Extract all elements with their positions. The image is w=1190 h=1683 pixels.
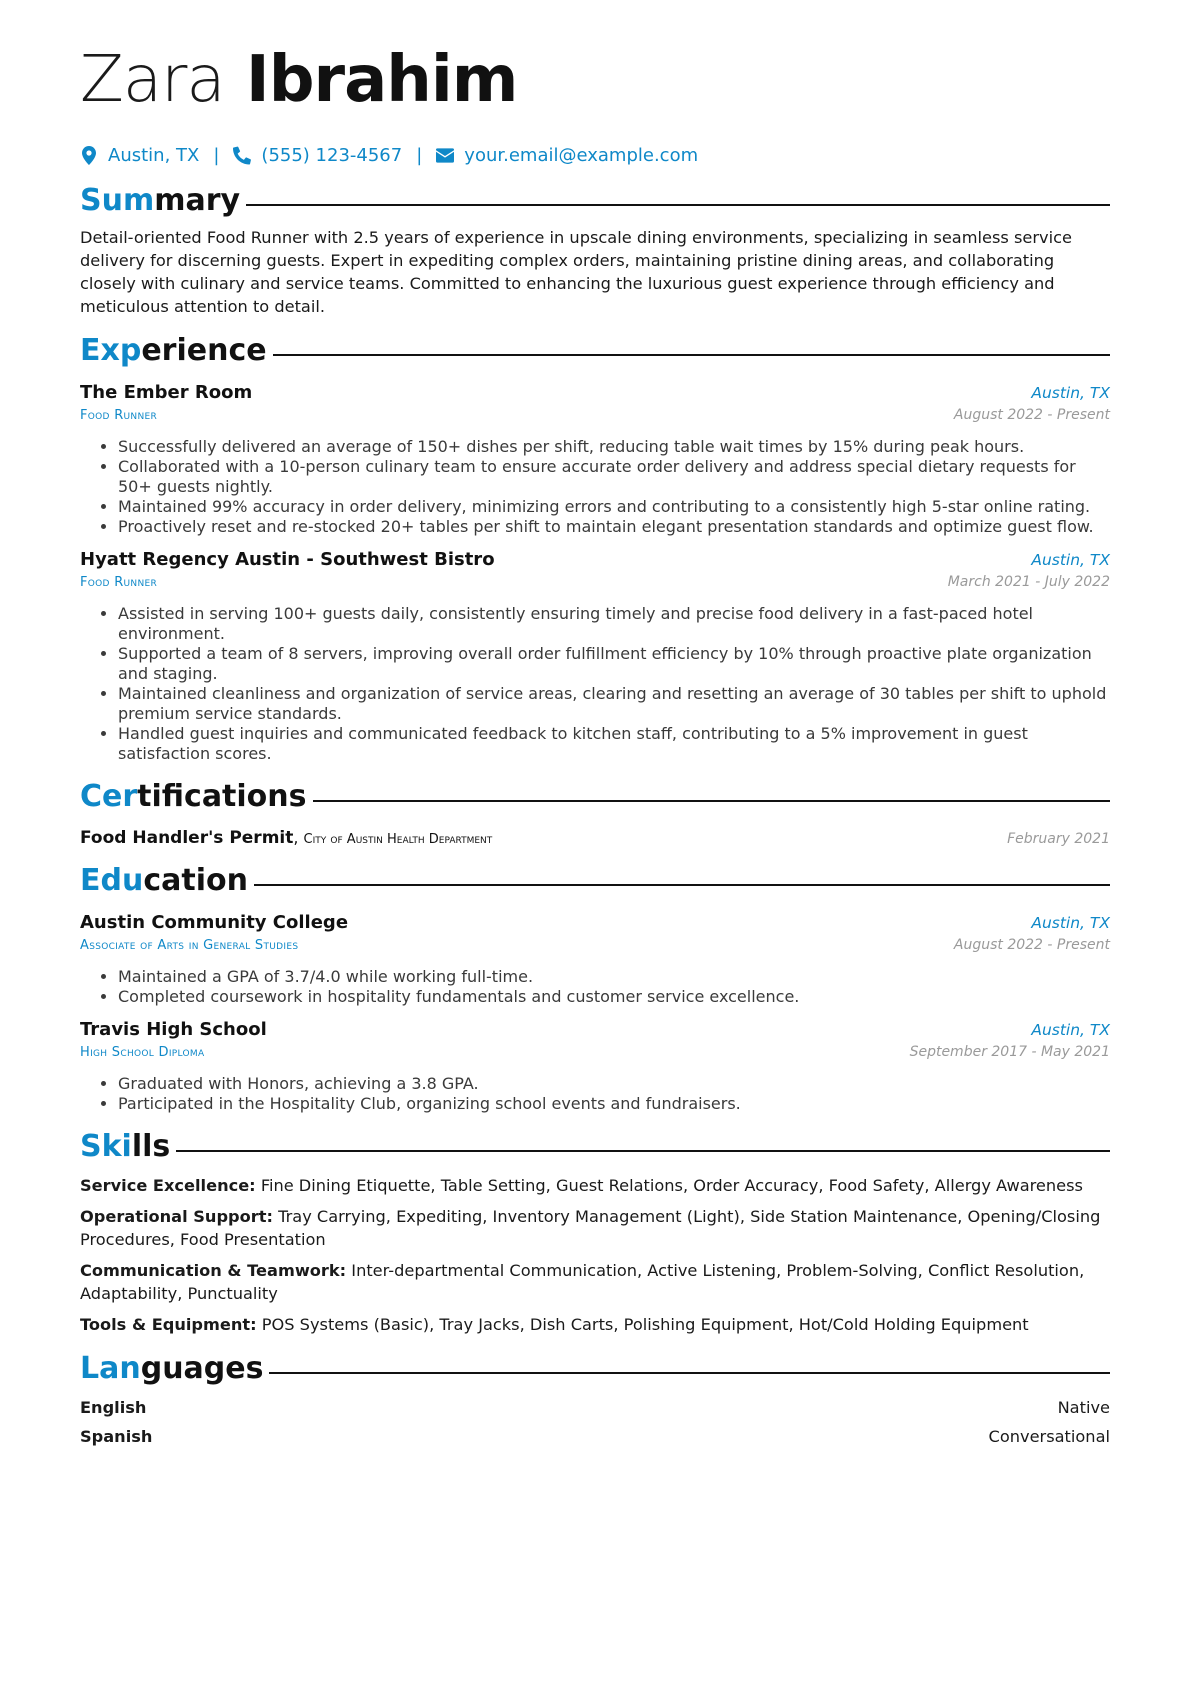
achievement-item: • Supported a team of 8 servers, improving overall order fulfillment efficiency by 10% through proactive plate organization and staging. [118,644,1110,684]
section-divider [269,1372,1110,1374]
summary-text: Detail-oriented Food Runner with 2.5 years of experience in upscale dining environments, specializing in seamless service delivery for discerning guests. Expert in expediting complex orders, maintaining pristine dining areas, and collaborating closely with culinary and service teams. Committed to enhancing the luxurious guest experience through efficiency and meticulous attention to detail. [80,228,1072,316]
section-divider [254,884,1110,886]
section-divider [273,354,1110,356]
achievement-item: • Proactively reset and re-stocked 20+ tables per shift to maintain elegant presentation standards and optimize guest flow. [118,517,1110,537]
language-level: Native [1057,1398,1110,1417]
school-location: Austin, TX [1031,914,1110,932]
candidate-name [80,40,1110,120]
section-divider [313,800,1110,802]
section-title-rest: cation [143,862,248,898]
experience-entry [80,549,1110,764]
degree-name: High School Diploma [80,1045,205,1060]
contact-location [80,145,199,166]
job-title: Food Runner [80,408,158,423]
section-title-experience [80,330,1110,370]
job-dates: March 2021 - July 2022 [947,574,1110,590]
education-dates: September 2017 - May 2021 [909,1044,1110,1060]
section-title-education [80,860,1110,900]
skill-group-values: Fine Dining Etiquette, Table Setting, Guest Relations, Order Accuracy, Food Safety, Allergy Awareness [260,1176,1083,1195]
skill-group [80,1259,1110,1305]
skill-group-values: POS Systems (Basic), Tray Jacks, Dish Carts, Polishing Equipment, Hot/Cold Holding Equipment [261,1315,1029,1334]
location-text: Austin, TX [108,144,200,166]
achievement-item: • Collaborated with a 10-person culinary team to ensure accurate order delivery and address special dietary requests for 50+ guests nightly. [118,457,1110,497]
section-divider [246,204,1110,206]
skill-group [80,1174,1110,1197]
skill-group [80,1313,1110,1336]
certification-name: Food Handler's Permit [80,828,294,848]
language-name: English [80,1398,147,1417]
job-dates: August 2022 - Present [953,407,1110,423]
contact-phone[interactable] [233,145,402,166]
skill-group-label: Service Excellence: [80,1176,256,1195]
section-title-accent: Sum [80,182,155,218]
education-dates: August 2022 - Present [953,937,1110,953]
achievement-list [80,604,1110,764]
section-title-rest: erience [141,332,267,368]
language-entry [80,1427,1110,1446]
contact-separator: | [416,144,423,166]
job-title: Food Runner [80,575,158,590]
degree-name: Associate of Arts in General Studies [80,938,299,953]
section-title-languages [80,1348,1110,1388]
employer-name: The Ember Room [80,382,253,403]
achievement-item: • Handled guest inquiries and communicated feedback to kitchen staff, contributing to a 5% improvement in guest satisfaction scores. [118,724,1110,764]
achievement-item: • Assisted in serving 100+ guests daily, consistently ensuring timely and precise food delivery in a fast-paced hotel environment. [118,604,1110,644]
envelope-icon [436,145,454,165]
education-detail-item: • Participated in the Hospitality Club, organizing school events and fundraisers. [118,1094,1110,1114]
certification-date: February 2021 [1007,831,1110,847]
section-title-accent: Edu [80,862,144,898]
achievement-item: • Maintained cleanliness and organization of service areas, clearing and resetting an average of 30 tables per shift to uphold premium service standards. [118,684,1110,724]
skill-group-label: Tools & Equipment: [80,1315,257,1334]
education-entry [80,912,1110,1007]
phone-icon [233,145,251,165]
contact-email[interactable] [436,145,698,166]
skill-group-values: Tray Carrying, Expediting, Inventory Management (Light), Side Station Maintenance, Opening/Closing Procedures, Food Presentation [80,1207,1101,1249]
job-location: Austin, TX [1031,384,1110,402]
education-detail-list [80,1074,1110,1114]
education-detail-item: • Maintained a GPA of 3.7/4.0 while working full-time. [118,967,1110,987]
skill-group-values: Inter-departmental Communication, Active Listening, Problem-Solving, Conflict Resolution, Adaptability, Punctuality [80,1261,1085,1303]
school-name: Travis High School [80,1019,267,1040]
section-title-accent: Ski [80,1128,132,1164]
email-text: your.email@example.com [464,144,699,166]
section-title-summary [80,180,1110,220]
section-title-accent: Lan [80,1350,141,1386]
section-divider [176,1150,1110,1152]
certification-entry: Food Handler's Permit, City of Austin Health Department February 2021 [80,828,1110,848]
achievement-item: • Maintained 99% accuracy in order delivery, minimizing errors and contributing to a consistently high 5-star online rating. [118,497,1110,517]
section-title-skills [80,1126,1110,1166]
map-pin-icon [80,145,98,165]
first-name: Zara [80,43,225,117]
language-entry [80,1398,1110,1417]
school-name: Austin Community College [80,912,349,933]
achievement-list [80,437,1110,537]
employer-name: Hyatt Regency Austin - Southwest Bistro [80,549,495,570]
skill-group [80,1205,1110,1251]
skill-group-label: Operational Support: [80,1207,273,1226]
skill-group-label: Communication & Teamwork: [80,1261,347,1280]
language-name: Spanish [80,1427,153,1446]
language-level: Conversational [988,1427,1110,1446]
education-detail-list [80,967,1110,1007]
contact-separator: | [213,144,220,166]
last-name: Ibrahim [245,43,518,117]
education-detail-item: • Completed coursework in hospitality fundamentals and customer service excellence. [118,987,1110,1007]
phone-text: (555) 123-4567 [261,144,403,166]
section-title-accent: Exp [80,332,142,368]
contact-bar [80,142,1110,168]
section-title-rest: mary [154,182,241,218]
achievement-item: • Successfully delivered an average of 150+ dishes per shift, reducing table wait times by 15% during peak hours. [118,437,1110,457]
section-title-accent: Cer [80,778,138,814]
certification-issuer: City of Austin Health Department [303,832,493,847]
education-detail-item: • Graduated with Honors, achieving a 3.8 GPA. [118,1074,1110,1094]
section-title-certifications [80,776,1110,816]
education-entry [80,1019,1110,1114]
job-location: Austin, TX [1031,551,1110,569]
experience-entry [80,382,1110,537]
section-title-rest: tifications [137,778,307,814]
section-title-rest: guages [140,1350,264,1386]
section-title-rest: lls [131,1128,171,1164]
school-location: Austin, TX [1031,1021,1110,1039]
